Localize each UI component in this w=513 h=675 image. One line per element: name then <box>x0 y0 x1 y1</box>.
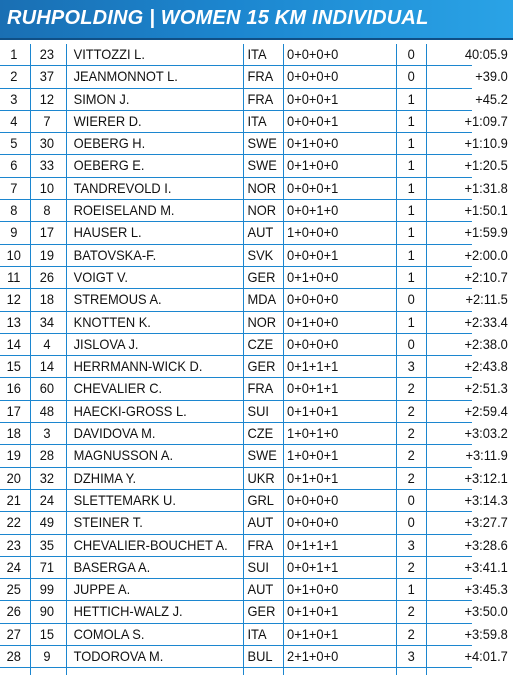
shooting-result: 1+0+0+1 <box>287 447 339 464</box>
rank-cell: 21 <box>6 491 21 508</box>
finish-time: +3:14.3 <box>464 491 508 508</box>
athlete-name: OEBERG E. <box>73 157 145 174</box>
athlete-name: HETTICH-WALZ J. <box>73 603 183 620</box>
athlete-name: JUPPE A. <box>73 581 131 598</box>
nation-code: UKR <box>247 469 275 486</box>
athlete-name: COMOLA S. <box>73 625 145 642</box>
shooting-result: 0+1+0+0 <box>287 581 339 598</box>
athlete-name: ROEISELAND M. <box>73 202 175 219</box>
penalty-count: 0 <box>407 491 415 508</box>
finish-time: +3:45.3 <box>464 581 508 598</box>
penalty-count: 1 <box>407 90 415 107</box>
table-row <box>0 200 508 222</box>
athlete-name: CHEVALIER C. <box>73 380 163 397</box>
rank-cell: 12 <box>6 291 21 308</box>
table-row <box>0 557 508 579</box>
bib-cell: 19 <box>39 246 55 263</box>
finish-time: +3:41.1 <box>464 558 508 575</box>
finish-time: +2:38.0 <box>464 335 508 352</box>
shooting-result: 0+1+0+0 <box>287 268 339 285</box>
penalty-count: 1 <box>407 268 415 285</box>
nation-code: SWE <box>247 157 277 174</box>
shooting-result: 0+1+0+1 <box>287 469 339 486</box>
finish-time: +2:59.4 <box>464 402 508 419</box>
penalty-count: 1 <box>407 135 415 152</box>
athlete-name: WIERER D. <box>73 112 142 129</box>
penalty-count: 1 <box>407 179 415 196</box>
athlete-name: VITTOZZI L. <box>73 46 145 62</box>
table-row <box>0 222 508 244</box>
penalty-count: 1 <box>407 581 415 598</box>
bib-cell: 37 <box>39 68 55 85</box>
bib-cell: 90 <box>39 603 55 620</box>
nation-code: SVK <box>247 246 274 263</box>
rank-cell: 9 <box>10 224 18 241</box>
penalty-count: 2 <box>407 402 415 419</box>
nation-code: CZE <box>247 425 274 442</box>
header-banner <box>0 0 513 40</box>
athlete-name: MAGNUSSON A. <box>73 447 174 464</box>
athlete-name: HAECKI-GROSS L. <box>73 402 187 419</box>
penalty-count: 0 <box>407 514 415 531</box>
table-row <box>0 89 508 111</box>
bib-cell: 60 <box>39 380 55 397</box>
athlete-name: BASERGA A. <box>73 558 151 575</box>
shooting-result: 0+1+0+1 <box>287 603 339 620</box>
bib-cell: 3 <box>43 425 51 442</box>
penalty-count: 3 <box>407 536 415 553</box>
table-row <box>0 289 508 311</box>
rank-cell: 24 <box>6 558 21 575</box>
finish-time: +2:51.3 <box>464 380 508 397</box>
table-row <box>0 44 508 66</box>
shooting-result: 0+1+0+1 <box>287 625 339 642</box>
finish-time: 40:05.9 <box>464 46 508 62</box>
finish-time: +2:33.4 <box>464 313 508 330</box>
athlete-name: JEANMONNOT L. <box>73 68 178 85</box>
table-row <box>0 624 508 646</box>
athlete-name: SLETTEMARK U. <box>73 491 176 508</box>
shooting-result: 0+0+0+0 <box>287 491 339 508</box>
nation-code: FRA <box>247 90 274 107</box>
table-row <box>0 378 508 400</box>
penalty-count: 1 <box>407 313 415 330</box>
shooting-result: 0+0+0+1 <box>287 112 339 129</box>
table-row <box>0 155 508 177</box>
rank-cell: 11 <box>7 268 21 285</box>
penalty-count: 2 <box>407 603 415 620</box>
nation-code: GER <box>247 603 276 620</box>
penalty-count: 0 <box>407 68 415 85</box>
penalty-count: 3 <box>407 648 415 665</box>
shooting-result: 0+0+0+0 <box>287 514 339 531</box>
rank-cell: 6 <box>10 157 18 174</box>
finish-time: +3:59.8 <box>464 625 508 642</box>
bib-cell: 10 <box>39 179 55 196</box>
table-row <box>0 601 508 623</box>
rank-cell: 27 <box>6 625 21 642</box>
athlete-name: DAVIDOVA M. <box>73 425 156 442</box>
table-row <box>0 267 508 289</box>
bib-cell: 7 <box>43 112 51 129</box>
shooting-result: 0+0+0+1 <box>287 90 339 107</box>
bib-cell: 71 <box>39 558 55 575</box>
finish-time: +1:10.9 <box>464 135 508 152</box>
rank-cell: 26 <box>6 603 21 620</box>
nation-code: SWE <box>247 135 277 152</box>
shooting-result: 0+0+0+0 <box>287 46 339 62</box>
nation-code: MDA <box>247 291 277 308</box>
bib-cell: 12 <box>39 90 55 107</box>
penalty-count: 2 <box>407 380 415 397</box>
table-row <box>0 111 508 133</box>
nation-code: AUT <box>247 581 274 598</box>
athlete-name: CHEVALIER-BOUCHET A. <box>73 536 228 553</box>
finish-time: +2:11.5 <box>465 291 508 308</box>
finish-time: +3:50.0 <box>464 603 508 620</box>
shooting-result: 0+1+0+1 <box>287 402 339 419</box>
bib-cell: 26 <box>39 268 55 285</box>
table-row <box>0 535 508 557</box>
finish-time: +1:20.5 <box>464 157 508 174</box>
nation-code: FRA <box>247 380 274 397</box>
nation-code: SUI <box>247 558 269 575</box>
finish-time: +1:59.9 <box>464 224 508 241</box>
finish-time: +45.2 <box>475 90 508 107</box>
penalty-count: 2 <box>407 558 415 575</box>
shooting-result: 0+0+1+0 <box>287 202 339 219</box>
table-row <box>0 312 508 334</box>
athlete-name: TODOROVA M. <box>73 648 164 665</box>
nation-code: ITA <box>247 46 267 62</box>
shooting-result: 0+0+1+1 <box>287 558 339 575</box>
nation-code: FRA <box>247 536 274 553</box>
rank-cell: 10 <box>6 246 21 263</box>
table-row <box>0 401 508 423</box>
finish-time: +1:50.1 <box>464 202 508 219</box>
athlete-name: STREMOUS A. <box>73 291 162 308</box>
shooting-result: 2+1+0+0 <box>287 648 339 665</box>
athlete-name: VOIGT V. <box>73 268 129 285</box>
results-table <box>0 44 513 668</box>
table-row <box>0 245 508 267</box>
table-row <box>0 512 508 534</box>
shooting-result: 1+0+0+0 <box>287 224 339 241</box>
nation-code: ITA <box>247 625 267 642</box>
table-row <box>0 646 508 668</box>
shooting-result: 0+1+0+0 <box>287 313 339 330</box>
bib-cell: 32 <box>39 469 55 486</box>
rank-cell: 8 <box>10 202 18 219</box>
finish-time: +1:09.7 <box>464 112 508 129</box>
shooting-result: 0+1+0+0 <box>287 135 339 152</box>
penalty-count: 2 <box>407 425 415 442</box>
finish-time: +3:12.1 <box>464 469 508 486</box>
penalty-count: 1 <box>407 112 415 129</box>
nation-code: GER <box>247 358 276 375</box>
penalty-count: 2 <box>407 625 415 642</box>
penalty-count: 0 <box>407 335 415 352</box>
athlete-name: TANDREVOLD I. <box>73 179 172 196</box>
penalty-count: 1 <box>407 157 415 174</box>
bib-cell: 49 <box>39 514 55 531</box>
shooting-result: 0+1+0+0 <box>287 157 339 174</box>
bib-cell: 28 <box>39 447 55 464</box>
penalty-count: 0 <box>407 291 415 308</box>
nation-code: NOR <box>247 313 277 330</box>
bib-cell: 99 <box>39 581 55 598</box>
rank-cell: 14 <box>6 335 21 352</box>
shooting-result: 0+0+0+0 <box>287 335 339 352</box>
athlete-name: STEINER T. <box>73 514 143 531</box>
athlete-name: JISLOVA J. <box>73 335 139 352</box>
bib-cell: 8 <box>43 202 51 219</box>
finish-time: +39.0 <box>475 68 508 85</box>
nation-code: BUL <box>247 648 273 665</box>
table-row <box>0 445 508 467</box>
penalty-count: 1 <box>407 224 415 241</box>
athlete-name: DZHIMA Y. <box>73 469 137 486</box>
shooting-result: 0+0+0+1 <box>287 246 339 263</box>
nation-code: NOR <box>247 202 277 219</box>
bib-cell: 24 <box>39 491 55 508</box>
penalty-count: 1 <box>407 202 415 219</box>
bib-cell: 15 <box>39 625 55 642</box>
finish-time: +3:28.6 <box>464 536 508 553</box>
nation-code: AUT <box>247 224 274 241</box>
rank-cell: 16 <box>6 380 21 397</box>
rank-cell: 17 <box>6 402 21 419</box>
table-row <box>0 490 508 512</box>
rank-cell: 19 <box>6 447 21 464</box>
bib-cell: 14 <box>39 358 55 375</box>
shooting-result: 0+0+1+1 <box>287 380 339 397</box>
penalty-count: 3 <box>407 358 415 375</box>
nation-code: SWE <box>247 447 277 464</box>
bib-cell: 4 <box>43 335 51 352</box>
athlete-name: OEBERG H. <box>73 135 146 152</box>
table-row <box>0 133 508 155</box>
table-row <box>0 66 508 88</box>
rank-cell: 13 <box>6 313 21 330</box>
shooting-result: 1+0+1+0 <box>287 425 339 442</box>
finish-time: +2:43.8 <box>464 358 508 375</box>
bib-cell: 30 <box>39 135 55 152</box>
rank-cell: 28 <box>6 648 21 665</box>
table-row <box>0 423 508 445</box>
nation-code: AUT <box>247 514 274 531</box>
nation-code: GER <box>247 268 276 285</box>
finish-time: +2:10.7 <box>464 268 508 285</box>
rank-cell: 5 <box>10 135 18 152</box>
table-row <box>0 579 508 601</box>
rank-cell: 1 <box>10 46 18 62</box>
rank-cell: 2 <box>10 68 18 85</box>
penalty-count: 1 <box>407 246 415 263</box>
shooting-result: 0+0+0+1 <box>287 179 339 196</box>
bib-cell: 9 <box>43 648 51 665</box>
penalty-count: 0 <box>407 46 415 62</box>
shooting-result: 0+1+1+1 <box>287 358 339 375</box>
rank-cell: 23 <box>6 536 21 553</box>
athlete-name: HAUSER L. <box>73 224 142 241</box>
bib-cell: 35 <box>39 536 55 553</box>
nation-code: NOR <box>247 179 277 196</box>
bib-cell: 33 <box>39 157 55 174</box>
bib-cell: 34 <box>39 313 55 330</box>
rank-cell: 7 <box>10 179 18 196</box>
athlete-name: KNOTTEN K. <box>73 313 151 330</box>
shooting-result: 0+0+0+0 <box>287 68 339 85</box>
rank-cell: 22 <box>6 514 21 531</box>
penalty-count: 2 <box>407 469 415 486</box>
penalty-count: 2 <box>407 447 415 464</box>
finish-time: +4:01.7 <box>464 648 508 665</box>
finish-time: +3:27.7 <box>464 514 508 531</box>
nation-code: CZE <box>247 335 274 352</box>
shooting-result: 0+1+1+1 <box>287 536 339 553</box>
finish-time: +3:11.9 <box>465 447 508 464</box>
finish-time: +1:31.8 <box>464 179 508 196</box>
bib-cell: 17 <box>39 224 55 241</box>
finish-time: +3:03.2 <box>464 425 508 442</box>
table-row <box>0 334 508 356</box>
nation-code: SUI <box>247 402 269 419</box>
nation-code: GRL <box>247 491 274 508</box>
rank-cell: 15 <box>6 358 21 375</box>
athlete-name: SIMON J. <box>73 90 130 107</box>
rank-cell: 20 <box>6 469 21 486</box>
page-title: RUHPOLDING | WOMEN 15 KM INDIVIDUAL <box>7 7 429 29</box>
table-row <box>0 356 508 378</box>
rank-cell: 3 <box>10 90 18 107</box>
table-row <box>0 178 508 200</box>
rank-cell: 4 <box>10 112 18 129</box>
shooting-result: 0+0+0+0 <box>287 291 339 308</box>
finish-time: +2:00.0 <box>464 246 508 263</box>
rank-cell: 25 <box>6 581 21 598</box>
athlete-name: HERRMANN-WICK D. <box>73 358 203 375</box>
athlete-name: BATOVSKA-F. <box>73 246 157 263</box>
rank-cell: 18 <box>6 425 21 442</box>
bib-cell: 18 <box>39 291 55 308</box>
bib-cell: 48 <box>39 402 55 419</box>
nation-code: FRA <box>247 68 274 85</box>
nation-code: ITA <box>247 112 267 129</box>
table-row <box>0 468 508 490</box>
bib-cell: 23 <box>39 46 55 62</box>
